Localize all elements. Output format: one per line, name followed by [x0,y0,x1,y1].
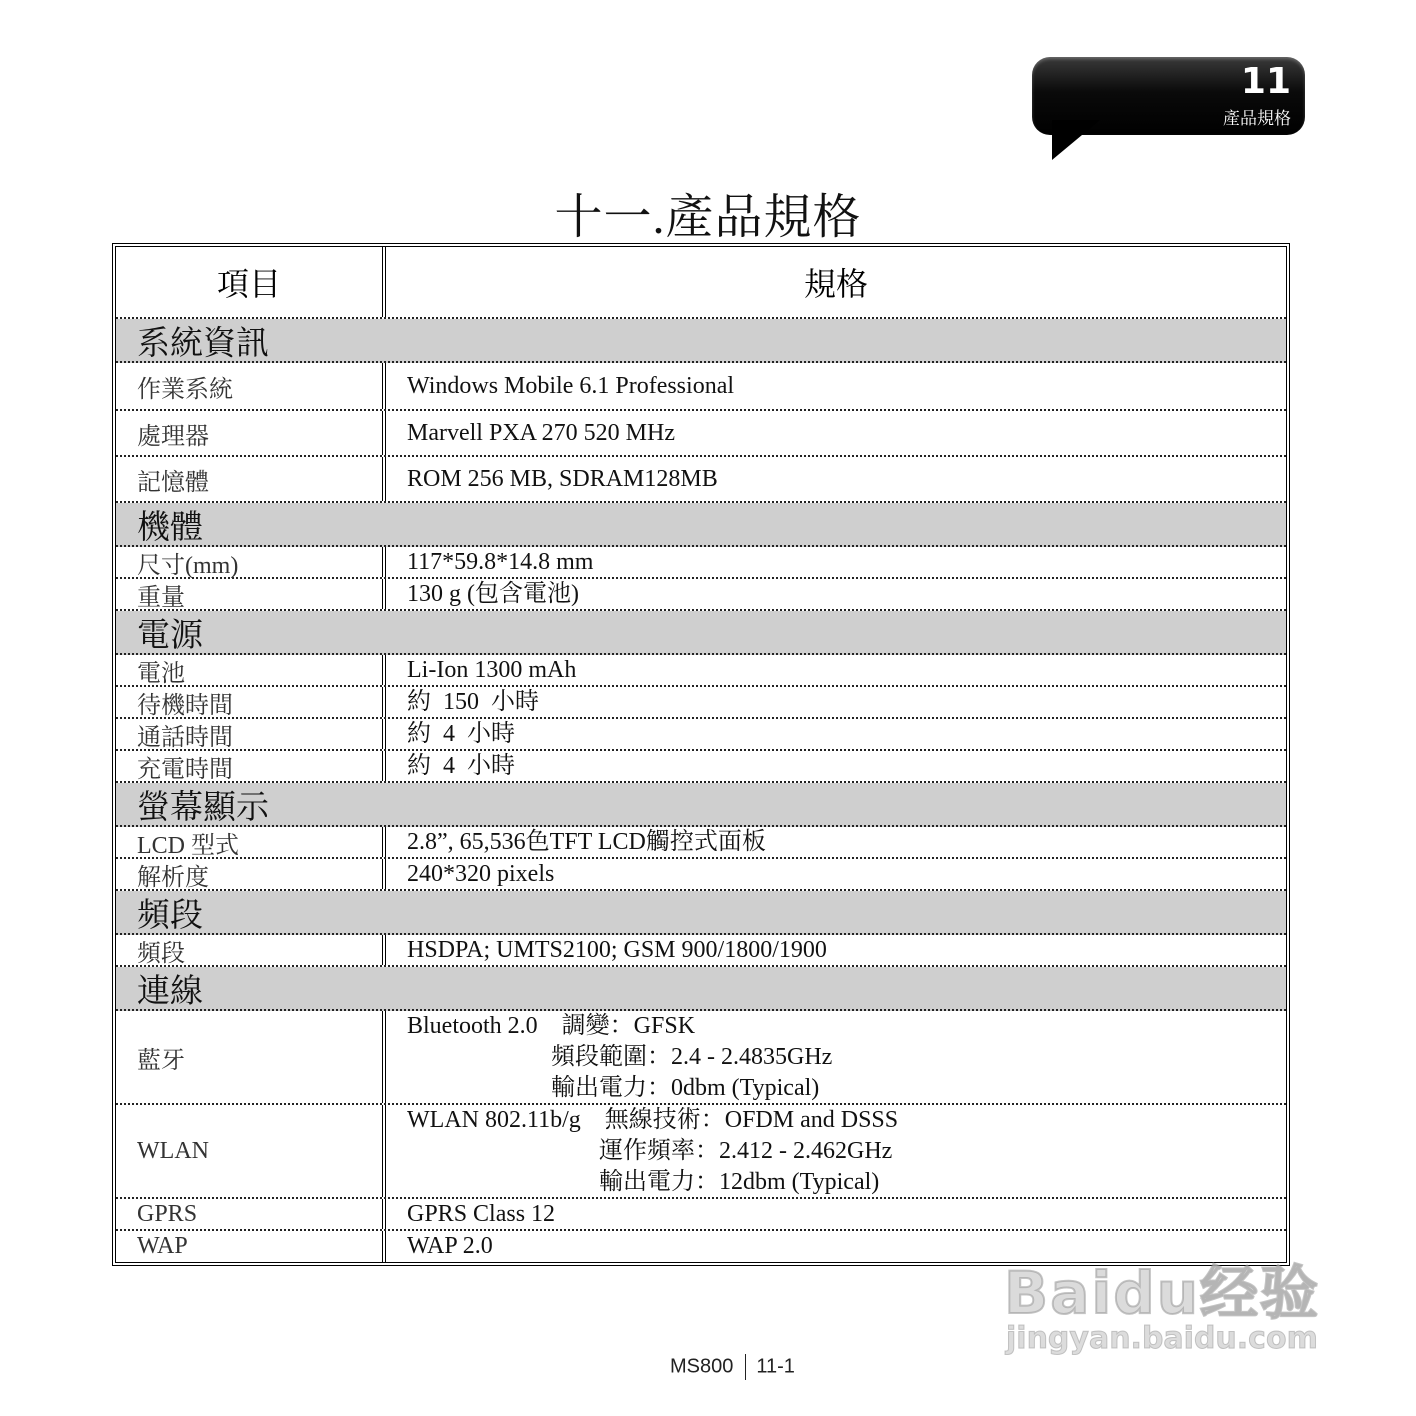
item-cell: 重量 [116,579,386,609]
spec-cell [386,859,1286,889]
spec-cell [386,457,1286,501]
table-row [116,655,1286,687]
table-row [116,579,1286,611]
spec-line: GPRS Class 12 [407,1200,556,1227]
spec-line: 約 150 小時 [407,688,539,715]
spec-line: 約 4 小時 [407,752,515,779]
item-cell: 待機時間 [116,687,386,717]
spec-cell [386,547,1286,577]
spec-line: WLAN 802.11b/g 無線技術：OFDM and DSSS [407,1106,899,1133]
spec-line: Li-Ion 1300 mAh [407,656,577,683]
table-row [116,547,1286,579]
section-title: 頻段 [137,897,203,934]
baidu-watermark [1004,1208,1334,1368]
spec-line: WAP 2.0 [407,1233,493,1259]
section-header [116,891,1286,935]
footer-model: MS800 [670,1355,734,1378]
table-row [116,827,1286,859]
item-cell: 通話時間 [116,719,386,749]
table-row [116,1011,1286,1105]
table-row [116,363,1286,411]
item-cell: WLAN [116,1105,386,1197]
item-cell: LCD 型式 [116,827,386,857]
badge-tail [1052,120,1100,160]
spec-table [112,243,1290,1266]
spec-cell [386,1105,1286,1197]
watermark-url: jingyan.baidu.com [1006,1321,1318,1356]
spec-line: 輸出電力：12dbm (Typical) [407,1168,880,1195]
item-cell: 作業系統 [116,363,386,409]
table-row [116,719,1286,751]
spec-cell [386,1011,1286,1103]
spec-line: 輸出電力：0dbm (Typical) [407,1074,820,1101]
item-cell: 記憶體 [116,457,386,501]
spec-cell [386,687,1286,717]
table-row [116,411,1286,457]
table-row [116,1105,1286,1199]
section-header [116,319,1286,363]
spec-line: 117*59.8*14.8 mm [407,548,594,575]
spec-line: 2.8”, 65,536色TFT LCD觸控式面板 [407,828,766,855]
spec-line: Marvell PXA 270 520 MHz [407,419,675,446]
section-title: 電源 [137,617,203,654]
table-header [116,247,1286,319]
spec-line: 240*320 pixels [407,860,555,887]
page-title: 十一.產品規格 [554,191,862,244]
item-cell: 充電時間 [116,751,386,781]
table-row [116,457,1286,503]
table-row [116,687,1286,719]
item-cell: WAP [116,1231,386,1262]
section-title: 螢幕顯示 [137,789,269,826]
spec-line: 運作頻率：2.412 - 2.462GHz [407,1137,893,1164]
item-cell: 頻段 [116,935,386,965]
item-cell: 電池 [116,655,386,685]
item-cell: 藍牙 [116,1011,386,1103]
spec-line: Windows Mobile 6.1 Professional [407,372,735,399]
spec-cell [386,751,1286,781]
table-row [116,751,1286,783]
spec-cell [386,655,1286,685]
spec-cell [386,935,1286,965]
header-spec: 規格 [803,266,868,302]
spec-line: ROM 256 MB, SDRAM128MB [407,465,718,492]
spec-cell [386,719,1286,749]
section-title: 系統資訊 [137,325,269,362]
section-header [116,967,1286,1011]
item-cell: GPRS [116,1199,386,1229]
spec-line: 130 g (包含電池) [407,580,579,607]
chapter-label: 產品規格 [1223,109,1291,129]
spec-cell [386,827,1286,857]
section-title: 機體 [137,509,203,546]
table-row [116,859,1286,891]
item-cell: 處理器 [116,411,386,455]
spec-line: 頻段範圍：2.4 - 2.4835GHz [407,1043,833,1070]
footer-divider [745,1354,746,1380]
spec-line: HSDPA; UMTS2100; GSM 900/1800/1900 [407,936,827,963]
section-header [116,783,1286,827]
spec-cell [386,579,1286,609]
spec-line: Bluetooth 2.0 調變：GFSK [407,1012,696,1039]
spec-cell [386,363,1286,409]
page-footer [670,1354,795,1380]
footer-page: 11-1 [756,1355,795,1378]
spec-line: 約 4 小時 [407,720,515,747]
spec-cell [386,411,1286,455]
section-title: 連線 [137,973,203,1010]
chapter-number: 11 [1240,61,1291,102]
section-header [116,503,1286,547]
item-cell: 尺寸(mm) [116,547,386,577]
header-item: 項目 [116,247,386,317]
table-row [116,935,1286,967]
watermark-logo: Baidu经验 [1004,1259,1321,1327]
item-cell: 解析度 [116,859,386,889]
section-header [116,611,1286,655]
